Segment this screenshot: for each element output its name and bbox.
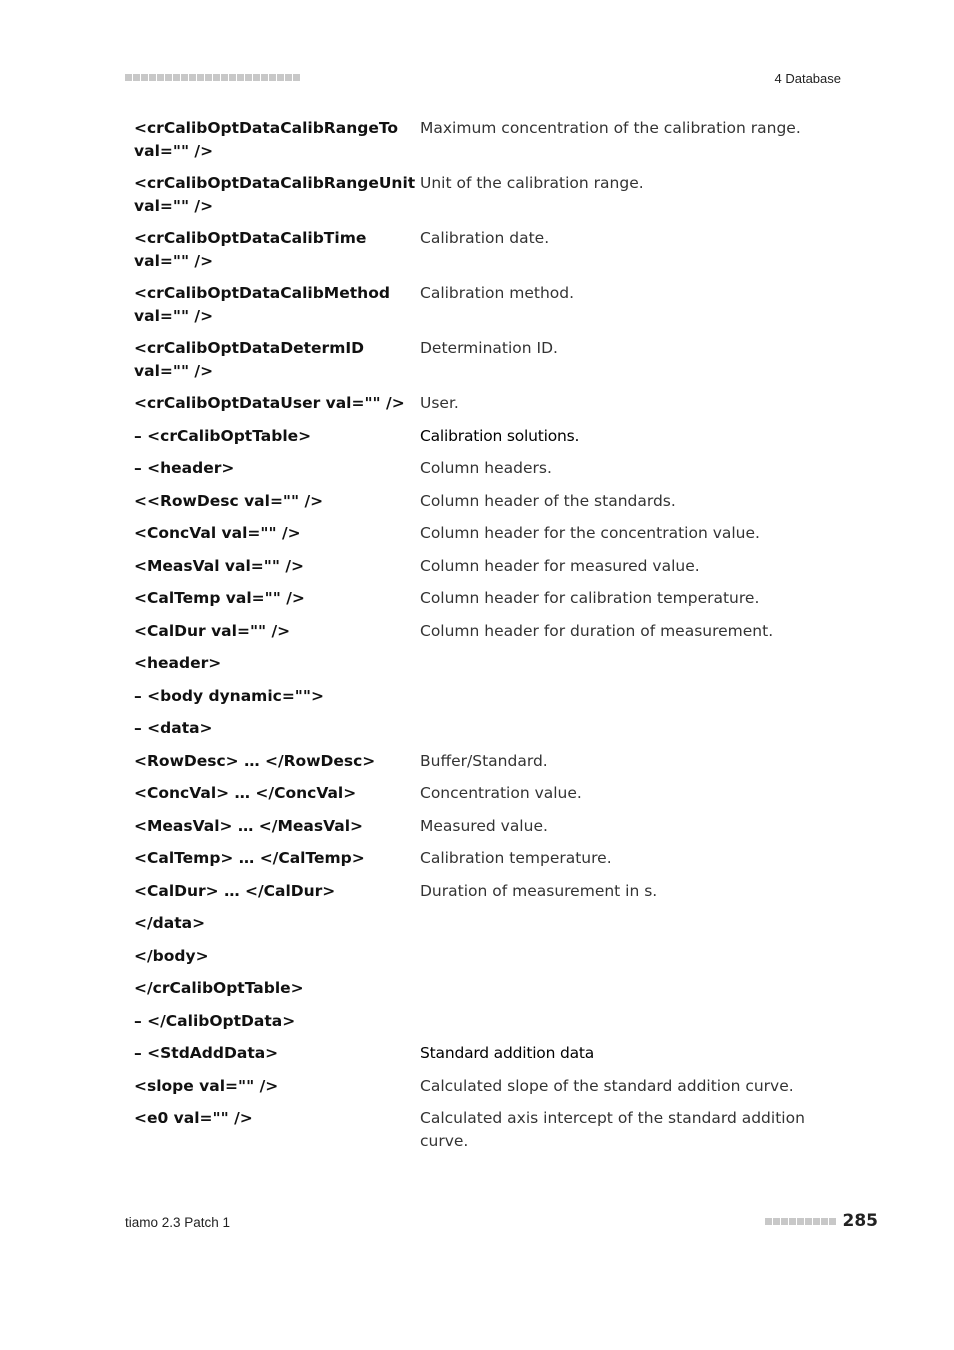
tag-description: Calibration temperature. (420, 849, 612, 867)
xml-tag: <CalTemp> … </CalTemp> (134, 849, 365, 867)
xml-tag: <e0 val="" /> (134, 1109, 253, 1127)
header-decoration (125, 74, 300, 81)
product-name: tiamo 2.3 Patch 1 (125, 1215, 231, 1230)
xml-tag: – <body dynamic=""> (134, 686, 324, 705)
definition-row (134, 282, 834, 327)
footer-decoration (765, 1218, 836, 1225)
xml-tag: <CalDur val="" /> (134, 621, 291, 640)
xml-tag: – <StdAddData> (134, 1044, 279, 1062)
tag-description: Calibration date. (420, 229, 550, 247)
tag-description: Calibration method. (420, 284, 575, 302)
definition-row (134, 1075, 834, 1098)
tag-description (420, 945, 834, 968)
xml-tag: <ConcVal> … </ConcVal> (134, 784, 357, 802)
definition-row (134, 652, 834, 675)
tag-description (420, 685, 834, 708)
tag-description: Calibration solutions. (420, 426, 580, 445)
xml-tag: <crCalibOptDataCalibRangeTo val="" /> (134, 119, 399, 160)
definition-row (134, 620, 834, 643)
definition-row (134, 522, 834, 545)
page-number: 285 (842, 1211, 878, 1231)
xml-tag: <ConcVal val="" /> (134, 524, 301, 542)
xml-tag: <crCalibOptDataCalibMethod val="" /> (134, 284, 390, 325)
tag-description (420, 977, 834, 1000)
definition-row (134, 1042, 834, 1065)
definition-row (134, 977, 834, 1000)
xml-tag: <slope val="" /> (134, 1076, 279, 1095)
definition-row (134, 227, 834, 272)
definition-row (134, 1010, 834, 1033)
xml-tag: </crCalibOptTable> (134, 979, 304, 997)
tag-description: Column header for measured value. (420, 556, 700, 575)
xml-tag: – <data> (134, 719, 213, 737)
definition-row (134, 815, 834, 838)
definition-row (134, 1107, 834, 1152)
tag-description: Concentration value. (420, 784, 582, 802)
definition-row (134, 392, 834, 415)
definition-row (134, 945, 834, 968)
xml-tag: – <header> (134, 459, 235, 477)
xml-tag: <crCalibOptDataUser val="" /> (134, 394, 405, 412)
definition-row (134, 490, 834, 513)
tag-description: Maximum concentration of the calibration range. (420, 119, 801, 137)
tag-description: User. (420, 394, 459, 412)
tag-description: Column header for duration of measurement. (420, 621, 774, 640)
tag-description (420, 912, 834, 935)
page-footer (765, 1211, 879, 1231)
tag-description: Measured value. (420, 816, 548, 835)
definition-row (134, 172, 834, 217)
definition-row (134, 117, 834, 162)
definition-list (134, 117, 834, 1162)
tag-description: Standard addition data (420, 1044, 595, 1062)
definition-row (134, 847, 834, 870)
definition-row (134, 880, 834, 903)
tag-description: Unit of the calibration range. (420, 174, 644, 192)
tag-description: Duration of measurement in s. (420, 881, 658, 900)
xml-tag: <crCalibOptDataCalibRangeUnit val="" /> (134, 174, 416, 215)
tag-description: Determination ID. (420, 339, 558, 357)
xml-tag: – </CalibOptData> (134, 1011, 296, 1030)
xml-tag: <MeasVal val="" /> (134, 556, 304, 575)
xml-tag: – <crCalibOptTable> (134, 426, 312, 445)
tag-description: Calculated slope of the standard addition curve. (420, 1076, 794, 1095)
xml-tag: <crCalibOptDataDetermID val="" /> (134, 339, 364, 380)
xml-tag: <header> (134, 654, 222, 672)
chapter-title: 4 Database (774, 71, 841, 86)
tag-description: Column headers. (420, 459, 552, 477)
tag-description: Buffer/Standard. (420, 751, 548, 770)
definition-row (134, 782, 834, 805)
definition-row (134, 337, 834, 382)
definition-row (134, 750, 834, 773)
xml-tag: </data> (134, 914, 206, 932)
tag-description: Calculated axis intercept of the standard addition curve. (420, 1109, 805, 1150)
xml-tag: <crCalibOptDataCalibTime val="" /> (134, 229, 367, 270)
definition-row (134, 717, 834, 740)
definition-row (134, 912, 834, 935)
xml-tag: <MeasVal> … </MeasVal> (134, 816, 363, 835)
definition-row (134, 457, 834, 480)
tag-description: Column header of the standards. (420, 491, 676, 510)
definition-row (134, 587, 834, 610)
definition-row (134, 685, 834, 708)
xml-tag: <RowDesc> … </RowDesc> (134, 751, 376, 770)
tag-description (420, 652, 834, 675)
xml-tag: <CalDur> … </CalDur> (134, 881, 336, 900)
xml-tag: <CalTemp val="" /> (134, 589, 305, 607)
tag-description: Column header for calibration temperature. (420, 589, 760, 607)
xml-tag: <<RowDesc val="" /> (134, 491, 324, 510)
xml-tag: </body> (134, 946, 209, 965)
tag-description (420, 1010, 834, 1033)
definition-row (134, 425, 834, 448)
tag-description (420, 717, 834, 740)
tag-description: Column header for the concentration value. (420, 524, 760, 542)
definition-row (134, 555, 834, 578)
